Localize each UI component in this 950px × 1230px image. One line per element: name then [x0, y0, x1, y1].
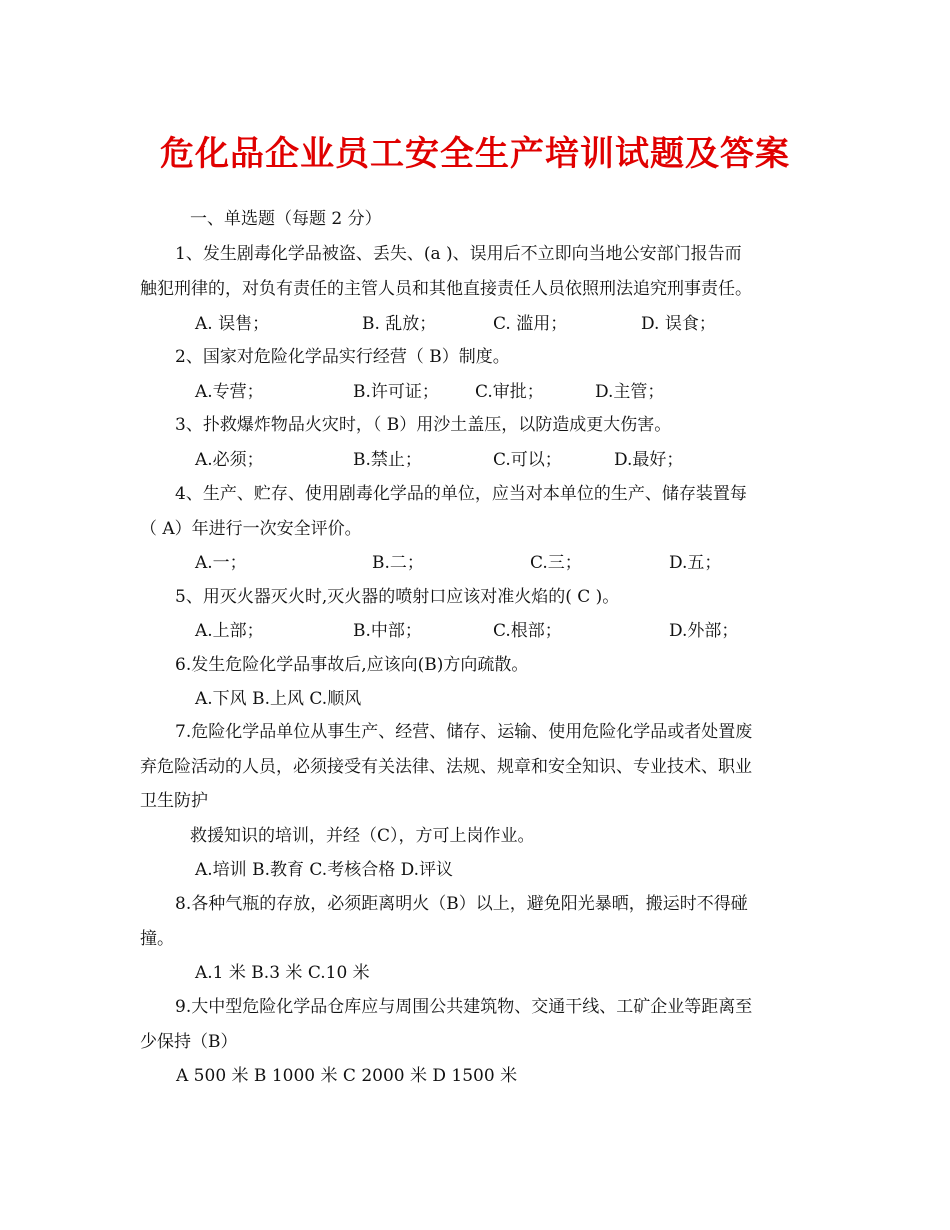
q2-option-a: A.专营；	[195, 382, 264, 402]
q8-options: A.1 米 B.3 米 C.10 米	[195, 963, 370, 983]
question-7-line-4: 救援知识的培训，并经（C），方可上岗作业。	[190, 826, 535, 846]
question-1-line-1: 1、发生剧毒化学品被盗、丢失、(a )、误用后不立即向当地公安部门报告而	[175, 244, 742, 264]
q2-option-c: C.审批；	[475, 382, 544, 402]
q7-options: A.培训 B.教育 C.考核合格 D.评议	[195, 860, 454, 880]
question-9-line-1: 9.大中型危险化学品仓库应与周围公共建筑物、交通干线、工矿企业等距离至	[175, 997, 753, 1017]
q3-option-b: B.禁止；	[353, 450, 422, 470]
q1-option-b: B. 乱放；	[362, 314, 437, 334]
q4-option-d: D.五；	[669, 553, 722, 573]
document-title: 危化品企业员工安全生产培训试题及答案	[160, 134, 790, 174]
question-7-line-2: 弃危险活动的人员，必须接受有关法律、法规、规章和安全知识、专业技术、职业	[140, 757, 752, 777]
q9-options: A 500 米 B 1000 米 C 2000 米 D 1500 米	[176, 1066, 518, 1086]
q5-option-c: C.根部；	[493, 621, 562, 641]
question-6-line-1: 6.发生危险化学品事故后,应该向(B)方向疏散。	[175, 655, 529, 675]
question-8-line-2: 撞。	[140, 929, 174, 949]
question-9-line-2: 少保持（B）	[140, 1032, 238, 1052]
q4-option-a: A.一；	[195, 553, 247, 573]
question-8-line-1: 8.各种气瓶的存放，必须距离明火（B）以上，避免阳光暴晒，搬运时不得碰	[175, 894, 748, 914]
q1-option-d: D. 误食；	[641, 314, 716, 334]
section-heading: 一、单选题（每题 2 分）	[190, 209, 382, 229]
q4-option-c: C.三；	[530, 553, 582, 573]
question-2-line-1: 2、国家对危险化学品实行经营（ B）制度。	[175, 347, 510, 367]
question-7-line-3: 卫生防护	[140, 791, 208, 811]
q5-option-d: D.外部；	[669, 621, 739, 641]
q1-option-a: A. 误售；	[195, 314, 270, 334]
q5-option-a: A.上部；	[195, 621, 264, 641]
question-5-line-1: 5、用灭火器灭火时,灭火器的喷射口应该对准火焰的( C )。	[175, 587, 620, 607]
q5-option-b: B.中部；	[353, 621, 422, 641]
q2-option-d: D.主管；	[595, 382, 665, 402]
q3-option-c: C.可以；	[493, 450, 562, 470]
question-4-line-2: （ A）年进行一次安全评价。	[140, 519, 362, 539]
question-1-line-2: 触犯刑律的，对负有责任的主管人员和其他直接责任人员依照刑法追究刑事责任。	[140, 279, 752, 299]
q3-option-d: D.最好；	[614, 450, 684, 470]
question-7-line-1: 7.危险化学品单位从事生产、经营、储存、运输、使用危险化学品或者处置废	[175, 722, 753, 742]
q3-option-a: A.必须；	[195, 450, 264, 470]
q4-option-b: B.二；	[372, 553, 424, 573]
question-3-line-1: 3、扑救爆炸物品火灾时，（ B）用沙土盖压，以防造成更大伤害。	[175, 415, 672, 435]
q1-option-c: C. 滥用；	[493, 314, 568, 334]
q2-option-b: B.许可证；	[353, 382, 439, 402]
q6-options: A.下风 B.上风 C.顺风	[195, 689, 362, 709]
question-4-line-1: 4、生产、贮存、使用剧毒化学品的单位，应当对本单位的生产、储存装置每	[175, 484, 747, 504]
